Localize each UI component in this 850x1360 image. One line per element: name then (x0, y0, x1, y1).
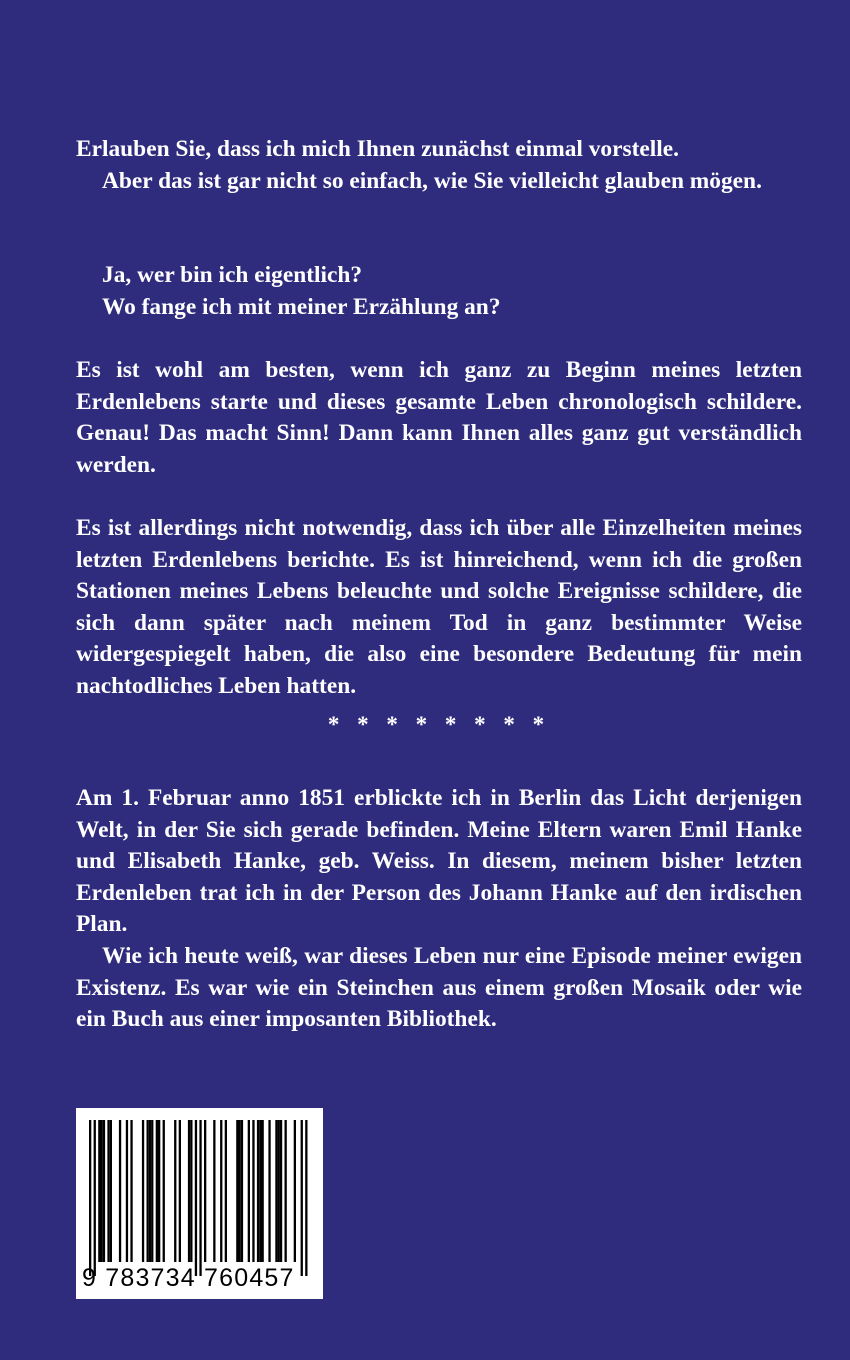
section-separator: * * * * * * * * (327, 712, 551, 737)
barcode-bar (257, 1120, 259, 1262)
isbn-number: 9 783734 760457 (82, 1264, 295, 1292)
barcode-bar (280, 1120, 282, 1262)
barcode-guard-bar (301, 1120, 303, 1276)
barcode-bar (259, 1120, 261, 1262)
barcode-bar (179, 1120, 181, 1262)
barcode-bar (262, 1120, 264, 1262)
barcode-bar (98, 1120, 100, 1262)
barcode-bar (110, 1120, 112, 1262)
question-paragraph (76, 260, 802, 323)
barcode-bar (268, 1120, 270, 1262)
barcode-guard-bar (305, 1120, 307, 1276)
barcode-guard-bar (94, 1120, 96, 1276)
barcode-bar (225, 1120, 227, 1262)
barcode-bar (213, 1120, 215, 1262)
barcode-guard-bar (199, 1120, 201, 1276)
barcode-bar (107, 1120, 109, 1262)
barcode-bar (151, 1120, 153, 1262)
barcode-bar (275, 1120, 277, 1262)
stations-paragraph (76, 513, 802, 703)
barcode-bar (142, 1120, 144, 1262)
barcode-bar (252, 1120, 254, 1262)
question-line-1: Ja, wer bin ich eigentlich? (102, 262, 363, 288)
episode-text: Wie ich heute weiß, war dieses Leben nur eine Episode meiner ewigen Existenz. Es war wie ein Steinchen aus einem großen Mosaik oder wie ein Buch aus einer imposanten Bibliothek. (76, 942, 802, 1033)
barcode-bar (241, 1120, 243, 1262)
barcode-bar (190, 1120, 192, 1262)
barcode-bar (156, 1120, 158, 1262)
barcode-bar (130, 1120, 132, 1262)
barcode-bar (163, 1120, 165, 1262)
birth-text: Am 1. Februar anno 1851 erblickte ich in Berlin das Licht derjenigen Welt, in der Sie sich gerade befinden. Meine Eltern waren Emil Hanke und Elisabeth Hanke, geb. Weiss. In diesem, meinem bisher letzten Erdenleben trat ich in der Person des Johann Hanke auf den irdischen Plan. (76, 785, 802, 938)
barcode-bar (294, 1120, 296, 1262)
chronology-paragraph (76, 355, 802, 481)
barcode-bar (204, 1120, 206, 1262)
isbn-barcode (76, 1108, 323, 1299)
birth-paragraph (76, 783, 802, 1036)
barcode-bar (220, 1120, 222, 1262)
barcode-bar (236, 1120, 238, 1262)
barcode-bar (158, 1120, 160, 1262)
barcode-bar (278, 1120, 280, 1262)
intro-line-2: Aber das ist gar nicht so einfach, wie Sie vielleicht glauben mögen. (102, 167, 762, 194)
barcode-bar (147, 1120, 149, 1262)
intro-line-1: Erlauben Sie, dass ich mich Ihnen zunächst einmal vorstelle. (76, 136, 680, 162)
question-line-2: Wo fange ich mit meiner Erzählung an? (102, 293, 501, 320)
barcode-bar (126, 1120, 128, 1262)
barcode-bar (174, 1120, 176, 1262)
barcode-bar (248, 1120, 250, 1262)
barcode-bar (239, 1120, 241, 1262)
barcode-bar (119, 1120, 121, 1262)
barcode-bar (149, 1120, 151, 1262)
barcode-bar (188, 1120, 190, 1262)
barcode-bar (285, 1120, 287, 1262)
barcode-guard-bar (195, 1120, 197, 1276)
barcode-bar (101, 1120, 103, 1262)
barcode-guard-bar (89, 1120, 91, 1276)
intro-paragraph (76, 134, 802, 197)
chronology-text: Es ist wohl am besten, wenn ich ganz zu Beginn meines letzten Erdenlebens starte und dieses gesamte Leben chronologisch schildere. Genau! Das macht Sinn! Dann kann Ihnen alles ganz gut verständlich werden. (76, 357, 802, 478)
stations-text: Es ist allerdings nicht notwendig, dass ich über alle Einzelheiten meines letzten Erdenlebens berichte. Es ist hinreichend, wenn ich die großen Stationen meines Lebens beleuchte und solche Ereignisse schildere, die sich dann später nach meinem Tod in ganz bestimmter Weise widergespiegelt haben, die also eine besondere Bedeutung für mein nachtodliches Leben hatten. (76, 515, 802, 699)
barcode-bar (103, 1120, 105, 1262)
